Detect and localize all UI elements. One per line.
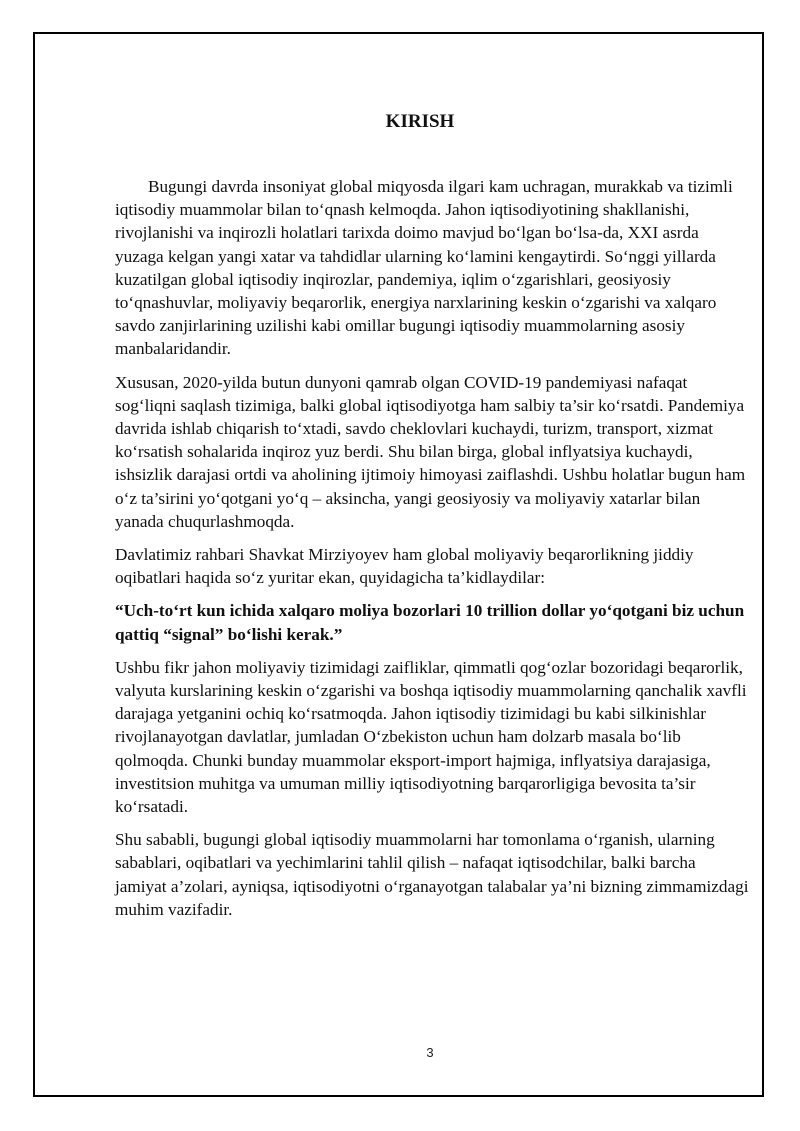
quote-bold: “Uch-to‘rt kun ichida xalqaro moliya bozorlari 10 trillion dollar yo‘qotgani biz uchun qattiq “signal” bo‘lishi kerak.”	[115, 601, 745, 644]
page-number: 3	[426, 1045, 434, 1060]
document-body	[115, 110, 750, 931]
paragraph-pandemic: Xususan, 2020-yilda butun dunyoni qamrab olgan COVID-19 pandemiyasi nafaqat sog‘liqni saqlash tizimiga, balki global iqtisodiyotga ham salbiy ta’sir ko‘rsatdi. Pandemiya davrida ishlab chiqarish to‘xtadi, savdo cheklovlari kuchaydi, turizm, transport, xizmat ko‘rsatish sohalarida inqiroz yuz berdi. Shu bilan birga, global inflyatsiya kuchaydi, ishsizlik darajasi ortdi va aholining ijtimoiy himoyasi zaiflashdi. Ushbu holatlar bugun ham o‘z ta’sirini yo‘qotgani yo‘q – aksincha, yangi geosiyosiy va moliyaviy xatarlar bilan yanada chuqurlashmoqda.	[115, 372, 746, 531]
page-title: KIRISH	[385, 111, 455, 132]
paragraph-analysis: Ushbu fikr jahon moliyaviy tizimidagi zaifliklar, qimmatli qog‘ozlar bozoridagi beqarorlik, valyuta kurslarining keskin o‘zgarishi va boshqa iqtisodiy muammolarning qanchalik xavfli darajaga yetganini ochiq ko‘rsatmoqda. Jahon iqtisodiy tizimidagi bu kabi silkinishlar rivojlanayotgan davlatlar, jumladan O‘zbekiston uchun ham dolzarb masala bo‘lib qolmoqda. Chunki bunday muammolar eksport-import hajmiga, inflyatsiya darajasiga, investitsion muhitga va umuman milliy iqtisodiyotning barqarorligiga bevosita ta’sir ko‘rsatadi.	[115, 657, 747, 817]
paragraph-president: Davlatimiz rahbari Shavkat Mirziyoyev ham global moliyaviy beqarorlikning jiddiy oqibatlari haqida so‘z yuritar ekan, quyidagicha ta’kidlaydilar:	[115, 545, 694, 588]
paragraph-intro: Bugungi davrda insoniyat global miqyosda ilgari kam uchragan, murakkab va tizimli iqtisodiy muammolar bilan to‘qnash kelmoqda. Jahon iqtisodiyotining shakllanishi, rivojlanishi va inqirozli holatlari tarixda doimo mavjud bo‘lgan bo‘lsa-da, XXI asrda yuzaga kelgan yangi xatar va tahdidlar ularning ko‘lamini kengaytirdi. So‘nggi yillarda kuzatilgan global iqtisodiy inqirozlar, pandemiya, iqlim o‘zgarishlari, geosiyosiy to‘qnashuvlar, moliyaviy beqarorlik, energiya narxlarining keskin o‘zgarishi va xalqaro savdo zanjirlarining uzilishi kabi omillar bugungi iqtisodiy muammolarning asosiy manbalaridandir.	[115, 177, 733, 359]
paragraph-conclusion: Shu sababli, bugungi global iqtisodiy muammolarni har tomonlama o‘rganish, ularning sabablari, oqibatlari va yechimlarini tahlil qilish – nafaqat iqtisodchilar, balki barcha jamiyat a’zolari, ayniqsa, iqtisodiyotni o‘rganayotgan talabalar ya’ni bizning zimmamizdagi muhim vazifadir.	[115, 830, 749, 919]
